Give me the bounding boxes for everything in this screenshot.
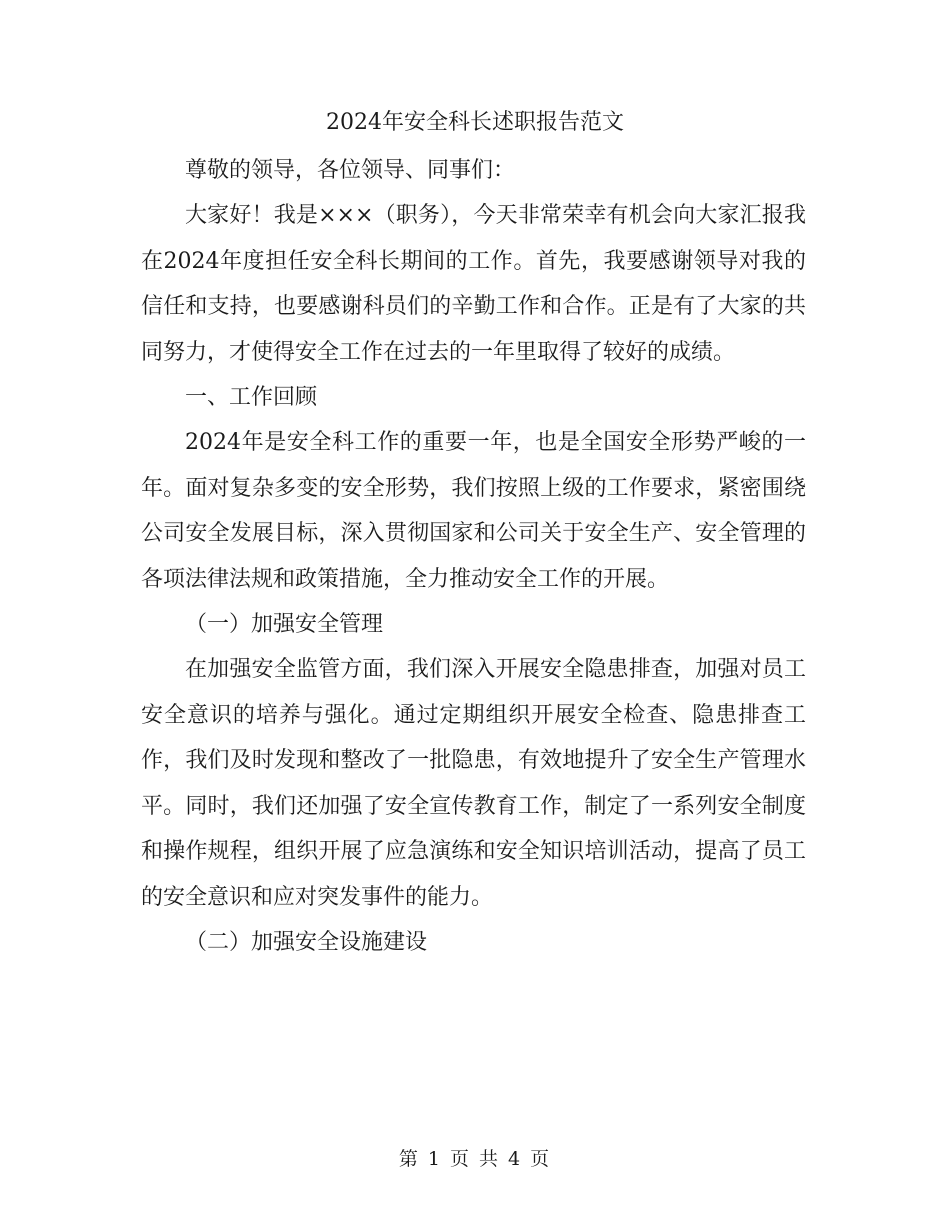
page-number-footer: 第 1 页 共 4 页: [398, 1148, 552, 1170]
subsection-heading-safety-facilities: （二）加强安全设施建设: [185, 929, 428, 955]
safety-management-paragraph: 在加强安全监管方面，我们深入开展安全隐患排查，加强对员工安全意识的培养与强化。通过定期组织开展安全检查、隐患排查工作，我们及时发现和整改了一批隐患，有效地提升了安全生产管理水平。同时，我们还加强了安全宣传教育工作，制定了一系列安全制度和操作规程，组织开展了应急演练和安全知识培训活动，提高了员工的安全意识和应对突发事件的能力。: [141, 657, 806, 910]
section-heading-work-review: 一、工作回顾: [185, 385, 318, 411]
document-body: [141, 148, 806, 965]
work-review-paragraph: 2024年是安全科工作的重要一年，也是全国安全形势严峻的一年。面对复杂多变的安全形势，我们按照上级的工作要求，紧密围绕公司安全发展目标，深入贯彻国家和公司关于安全生产、安全管理的各项法律法规和政策措施，全力推动安全工作的开展。: [141, 430, 806, 592]
greeting-paragraph: 尊敬的领导，各位领导、同事们：: [185, 158, 516, 183]
subsection-heading-safety-management: （一）加强安全管理: [185, 612, 384, 638]
document-title: 2024年安全科长述职报告范文: [326, 110, 624, 135]
intro-paragraph: 大家好！我是×××（职务），今天非常荣幸有机会向大家汇报我在2024年度担任安全科长期间的工作。首先，我要感谢领导对我的信任和支持，也要感谢科员们的辛勤工作和合作。正是有了大家的共同努力，才使得安全工作在过去的一年里取得了较好的成绩。: [141, 203, 806, 365]
